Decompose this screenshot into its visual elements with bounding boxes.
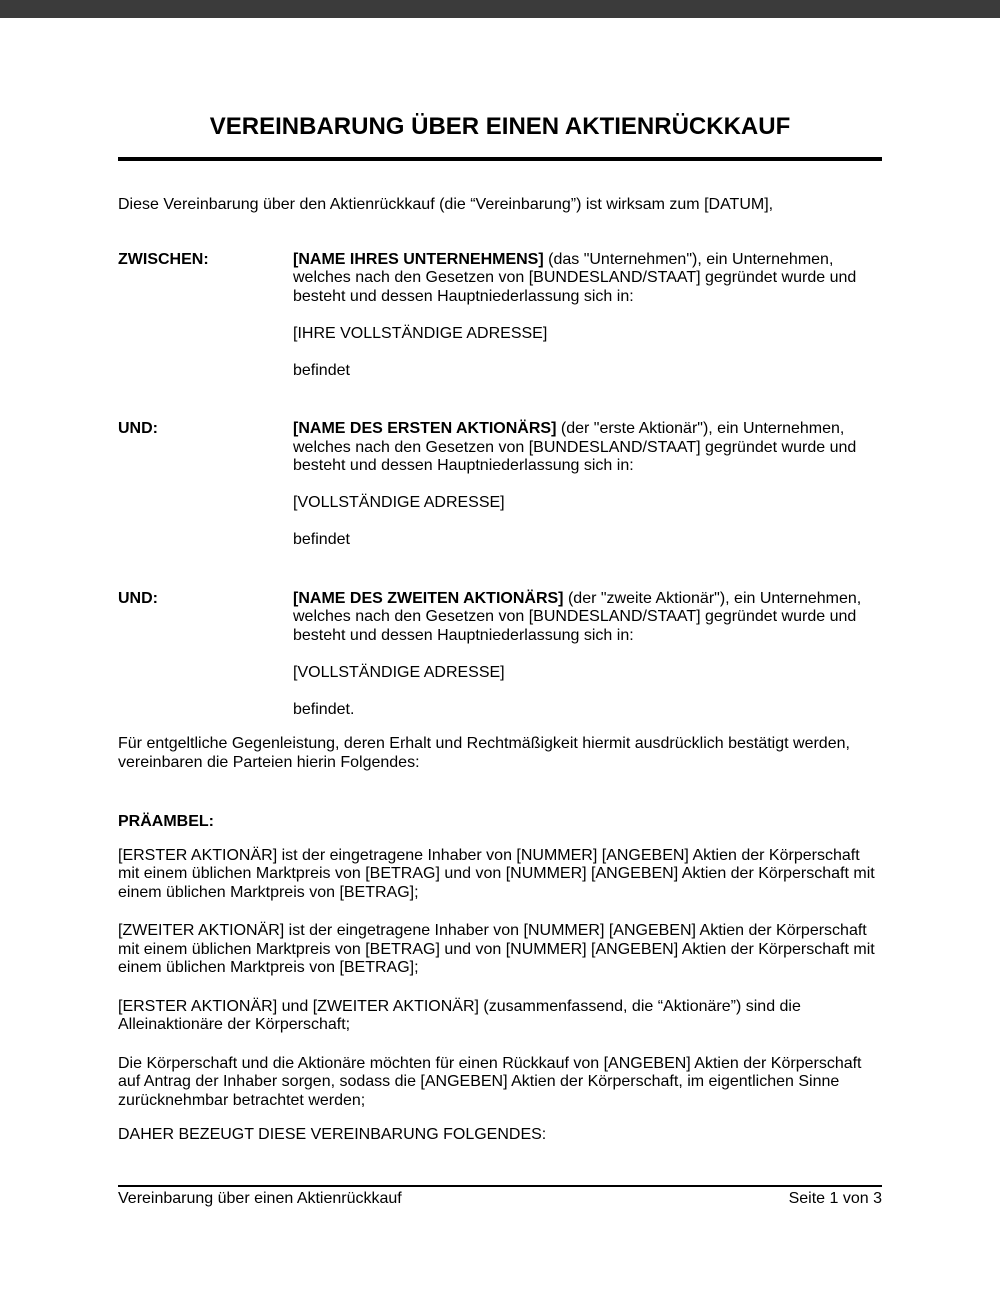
top-bar <box>0 0 1000 18</box>
party-row-zwischen <box>118 251 882 381</box>
parties-section <box>118 251 882 720</box>
preamble-paragraph-2: [ZWEITER AKTIONÄR] ist der eingetragene Inhaber von [NUMMER] [ANGEBEN] Aktien der Körperschaft mit einem üblichen Marktpreis von [BETRAG] und von [NUMMER] [ANGEBEN] Aktien der Körperschaft mit einem üblichen Marktpreis von [BETRAG]; <box>118 922 875 976</box>
document-title: VEREINBARUNG ÜBER EINEN AKTIENRÜCKKAUF <box>209 113 791 140</box>
party-befindet: befindet <box>293 361 350 379</box>
intro-paragraph: Diese Vereinbarung über den Aktienrückkauf (die “Vereinbarung”) ist wirksam zum [DATUM], <box>118 196 774 213</box>
party-content <box>293 590 882 720</box>
party-content <box>293 420 882 550</box>
preamble-heading: PRÄAMBEL: <box>118 813 214 830</box>
party-befindet: befindet. <box>293 700 355 718</box>
preamble-paragraph-4: Die Körperschaft und die Aktionäre möchten für einen Rückkauf von [ANGEBEN] Aktien der Körperschaft auf Antrag der Inhaber sorgen, sodass die [ANGEBEN] Aktien der Körperschaft, im eigentlichen Sinne zurücknehmbar betrachtet werden; <box>118 1054 862 1109</box>
party-address: [IHRE VOLLSTÄNDIGE ADRESSE] <box>293 324 548 342</box>
preamble-paragraph-3: [ERSTER AKTIONÄR] und [ZWEITER AKTIONÄR] (zusammenfassend, die “Aktionäre”) sind die Alleinaktionäre der Körperschaft; <box>118 997 801 1033</box>
footer-doc-name: Vereinbarung über einen Aktienrückkauf <box>118 1189 402 1207</box>
closing-line: DAHER BEZEUGT DIESE VEREINBARUNG FOLGENDES: <box>118 1126 547 1143</box>
party-intro <box>293 420 882 476</box>
footer <box>118 1190 882 1209</box>
page-number: Seite 1 von 3 <box>788 1189 882 1207</box>
party-address: [VOLLSTÄNDIGE ADRESSE] <box>293 494 505 511</box>
consideration-paragraph: Für entgeltliche Gegenleistung, deren Erhalt und Rechtmäßigkeit hiermit ausdrücklich bestätigt werden, vereinbaren die Parteien hierin Folgendes: <box>118 735 850 771</box>
party-intro-rest: (der "zweite Aktionär"), ein Unternehmen, welches nach den Gesetzen von [BUNDESLAND/STAAT] gegründet wurde und besteht und dessen Hauptniederlassung sich in: <box>293 589 862 644</box>
party-name: [NAME DES ERSTEN AKTIONÄRS] <box>293 420 557 437</box>
party-address: [VOLLSTÄNDIGE ADRESSE] <box>293 663 505 681</box>
party-name: [NAME DES ZWEITEN AKTIONÄRS] <box>293 589 564 607</box>
party-label: ZWISCHEN: <box>118 250 209 268</box>
title-rule <box>118 157 882 161</box>
footer-rule <box>118 1185 882 1187</box>
party-intro <box>293 251 882 307</box>
party-label: UND: <box>118 420 158 437</box>
party-intro <box>293 590 882 646</box>
party-label: UND: <box>118 589 158 607</box>
document-content <box>118 18 882 1208</box>
preamble-paragraph-1: [ERSTER AKTIONÄR] ist der eingetragene Inhaber von [NUMMER] [ANGEBEN] Aktien der Körperschaft mit einem üblichen Marktpreis von [BETRAG] und von [NUMMER] [ANGEBEN] Aktien der Körperschaft mit einem üblichen Marktpreis von [BETRAG]; <box>118 846 875 901</box>
party-intro-rest: (das "Unternehmen"), ein Unternehmen, welches nach den Gesetzen von [BUNDESLAND/STAAT] gegründet wurde und besteht und dessen Hauptniederlassung sich in: <box>293 250 857 305</box>
party-befindet: befindet <box>293 531 350 548</box>
party-row-und-1 <box>118 420 882 550</box>
party-name: [NAME IHRES UNTERNEHMENS] <box>293 250 544 268</box>
party-content <box>293 251 882 381</box>
party-row-und-2 <box>118 590 882 720</box>
party-intro-rest: (der "erste Aktionär"), ein Unternehmen, welches nach den Gesetzen von [BUNDESLAND/STAAT] gegründet wurde und besteht und dessen Hauptniederlassung sich in: <box>293 420 857 474</box>
